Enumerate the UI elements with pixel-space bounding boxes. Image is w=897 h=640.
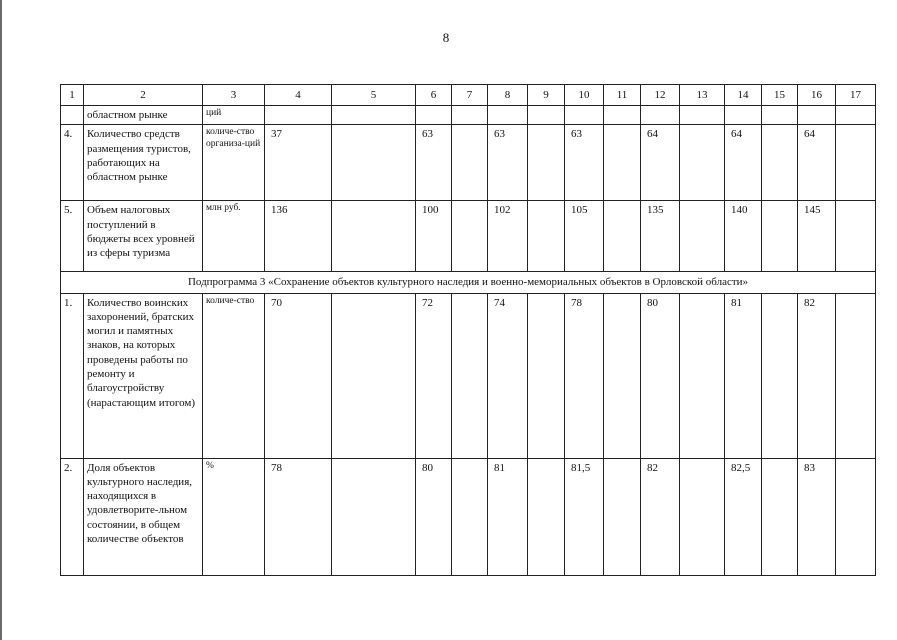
- value-col-16: 145: [798, 201, 836, 272]
- value-col-6: 72: [416, 293, 452, 458]
- header-cell: 2: [84, 85, 203, 106]
- value-col-10: 81,5: [565, 458, 604, 575]
- index-cell: 2.: [61, 458, 84, 575]
- page-left-edge: [0, 0, 2, 640]
- value-col-14: 64: [725, 125, 762, 201]
- value-col-6: 80: [416, 458, 452, 575]
- unit-cell: ций: [203, 106, 265, 125]
- value-col-4: 70: [265, 293, 332, 458]
- header-cell: 10: [565, 85, 604, 106]
- header-cell: 6: [416, 85, 452, 106]
- unit-cell: %: [203, 458, 265, 575]
- header-cell: 13: [680, 85, 725, 106]
- header-row: [61, 85, 876, 106]
- indicator-name: Объем налоговых поступлений в бюджеты всех уровней из сферы туризма: [84, 201, 203, 272]
- value-col-10: 78: [565, 293, 604, 458]
- value-col-6: 63: [416, 125, 452, 201]
- header-cell: 17: [836, 85, 876, 106]
- value-col-4: 78: [265, 458, 332, 575]
- header-cell: 4: [265, 85, 332, 106]
- header-cell: 3: [203, 85, 265, 106]
- value-col-12: 135: [641, 201, 680, 272]
- value-col-4: 37: [265, 125, 332, 201]
- indicators-table: [60, 84, 876, 576]
- value-col-10: 63: [565, 125, 604, 201]
- continuation-row: [61, 106, 876, 125]
- indicator-name: областном рынке: [84, 106, 203, 125]
- header-cell: 5: [332, 85, 416, 106]
- value-col-8: 102: [488, 201, 528, 272]
- page-number: 8: [442, 30, 450, 45]
- header-cell: 8: [488, 85, 528, 106]
- value-col-12: 64: [641, 125, 680, 201]
- table-row: [61, 458, 876, 575]
- value-col-14: 81: [725, 293, 762, 458]
- unit-cell: количе-ство: [203, 293, 265, 458]
- index-cell: 1.: [61, 293, 84, 458]
- value-col-6: 100: [416, 201, 452, 272]
- index-cell: [61, 106, 84, 125]
- header-cell: 7: [452, 85, 488, 106]
- value-col-10: 105: [565, 201, 604, 272]
- header-cell: 11: [604, 85, 641, 106]
- unit-cell: количе-ство организа-ций: [203, 125, 265, 201]
- value-col-16: 82: [798, 293, 836, 458]
- subprogram-title: Подпрограмма 3 «Сохранение объектов культурного наследия и военно-мемориальных объектов в Орловской области»: [61, 272, 876, 293]
- value-col-8: 74: [488, 293, 528, 458]
- indicator-name: Количество средств размещения туристов, работающих на областном рынке: [84, 125, 203, 201]
- table-row: [61, 125, 876, 201]
- value-col-14: 82,5: [725, 458, 762, 575]
- value-col-8: 81: [488, 458, 528, 575]
- header-cell: 12: [641, 85, 680, 106]
- subprogram-row: [61, 272, 876, 293]
- table-row: [61, 293, 876, 458]
- value-col-14: 140: [725, 201, 762, 272]
- header-cell: 14: [725, 85, 762, 106]
- value-col-4: 136: [265, 201, 332, 272]
- unit-cell: млн руб.: [203, 201, 265, 272]
- header-cell: 15: [762, 85, 798, 106]
- value-col-8: 63: [488, 125, 528, 201]
- index-cell: 4.: [61, 125, 84, 201]
- header-cell: 9: [528, 85, 565, 106]
- indicator-name: Количество воинских захоронений, братских могил и памятных знаков, на которых проведены работы по ремонту и благоустройству (нарастающим итогом): [84, 293, 203, 458]
- value-col-16: 83: [798, 458, 836, 575]
- value-col-12: 82: [641, 458, 680, 575]
- value-col-12: 80: [641, 293, 680, 458]
- table-row: [61, 201, 876, 272]
- header-cell: 16: [798, 85, 836, 106]
- indicator-name: Доля объектов культурного наследия, находящихся в удовлетворите-льном состоянии, в общем количестве объектов: [84, 458, 203, 575]
- index-cell: 5.: [61, 201, 84, 272]
- value-col-16: 64: [798, 125, 836, 201]
- header-cell: 1: [61, 85, 84, 106]
